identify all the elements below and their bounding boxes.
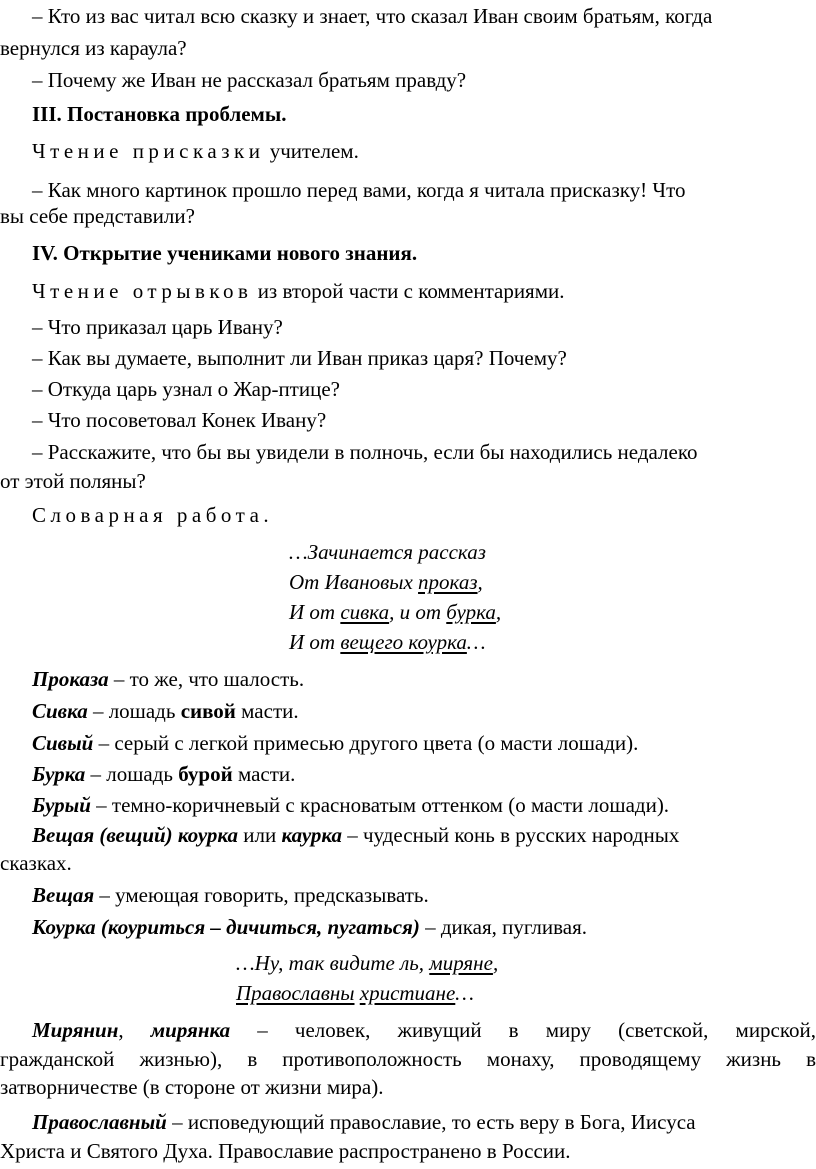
definition-line: Коурка (коуриться – дичиться, пугаться) – дикая, пугливая. — [32, 915, 588, 939]
vocabulary-heading: Словарная работа. — [32, 503, 274, 527]
definition-line: сказках. — [0, 851, 72, 875]
question-text: – Откуда царь узнал о Жар-птице? — [32, 377, 340, 401]
term: Бурый — [32, 793, 91, 817]
section-heading: III. Постановка проблемы. — [32, 102, 287, 126]
question-text: – Расскажите, что бы вы увидели в полночь, если бы находились недалеко — [32, 440, 698, 464]
question-text: от этой поляны? — [0, 469, 146, 493]
term: Вещая — [32, 883, 95, 907]
term: Мирянин — [32, 1018, 119, 1042]
term: мирянка — [150, 1018, 231, 1042]
term: Проказа — [32, 667, 109, 691]
question-text: вы себе представили? — [0, 204, 195, 228]
definition-line: Сивый – серый с легкой примесью другого цвета (о масти лошади). — [32, 731, 639, 755]
definition-line: затворничестве (в стороне от жизни мира). — [0, 1075, 384, 1099]
question-text: – Почему же Иван не рассказал братьям правду? — [32, 68, 467, 92]
poem-line: Православны христиане… — [236, 981, 474, 1005]
definition-line: Мирянин, мирянка – человек, живущий в миру (светской, мирской, — [32, 1018, 816, 1042]
question-text: вернулся из караула? — [0, 36, 187, 60]
term: каурка — [281, 823, 342, 847]
term: Коурка (коуриться – дичиться, пугаться) — [32, 915, 420, 939]
spaced-text: Чтение присказки — [32, 139, 265, 163]
definition-line: Вещая – умеющая говорить, предсказывать. — [32, 883, 429, 907]
definition-line: Сивка – лошадь сивой масти. — [32, 699, 299, 723]
term: Бурка — [32, 762, 86, 786]
activity-line: Чтение отрывков из второй части с комментариями. — [32, 279, 565, 303]
poem-line: От Ивановых проказ, — [289, 570, 483, 594]
poem-line: …Зачинается рассказ — [289, 540, 486, 564]
poem-line: И от вещего коурка… — [289, 630, 486, 654]
term: Сивый — [32, 731, 94, 755]
activity-line: Чтение присказки учителем. — [32, 139, 359, 163]
definition-line: Христа и Святого Духа. Православие распространено в России. — [0, 1139, 571, 1163]
question-text: – Как вы думаете, выполнит ли Иван приказ царя? Почему? — [32, 346, 567, 370]
definition-line: Вещая (вещий) коурка или каурка – чудесный конь в русских народных — [32, 823, 680, 847]
term: Сивка — [32, 699, 88, 723]
definition-line: Проказа – то же, что шалость. — [32, 667, 305, 691]
definition-line: Бурый – темно-коричневый с красноватым оттенком (о масти лошади). — [32, 793, 670, 817]
question-text: – Что приказал царь Ивану? — [32, 315, 283, 339]
definition-line: гражданской жизнью), в противоположность монаху, проводящему жизнь в — [0, 1047, 816, 1071]
term: Вещая (вещий) коурка — [32, 823, 239, 847]
question-text: – Кто из вас читал всю сказку и знает, что сказал Иван своим братьям, когда — [32, 4, 713, 28]
poem-line: И от сивка, и от бурка, — [289, 600, 502, 624]
definition-line: Православный – исповедующий православие, то есть веру в Бога, Иисуса — [32, 1110, 696, 1134]
question-text: – Что посоветовал Конек Ивану? — [32, 408, 327, 432]
definition-line: Бурка – лошадь бурой масти. — [32, 762, 296, 786]
spaced-text: Чтение отрывков — [32, 279, 253, 303]
poem-line: …Ну, так видите ль, миряне, — [236, 951, 499, 975]
term: Православный — [32, 1110, 167, 1134]
section-heading: IV. Открытие учениками нового знания. — [32, 241, 418, 265]
question-text: – Как много картинок прошло перед вами, когда я читала присказку! Что — [32, 178, 686, 202]
